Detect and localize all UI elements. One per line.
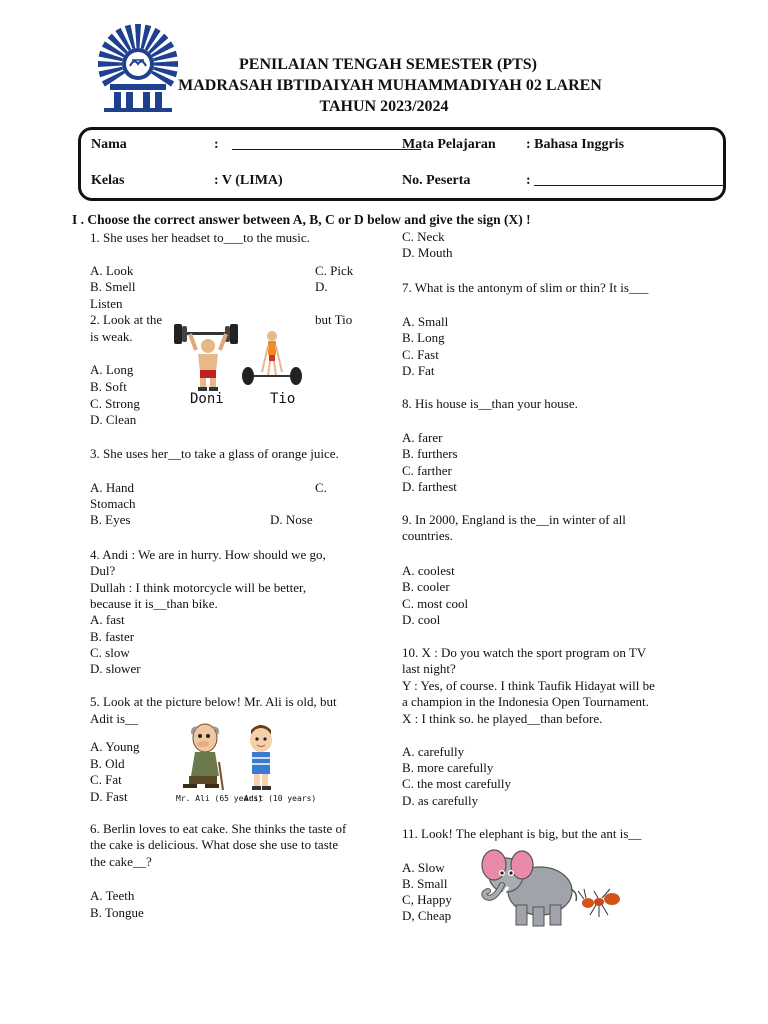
q5-option-d[interactable]: D. Fast (90, 789, 128, 804)
kelas-value: : V (LIMA) (214, 173, 283, 188)
q4-option-a[interactable]: A. fast (90, 612, 125, 627)
question-7: 7. What is the antonym of slim or thin? It is___ (402, 280, 649, 295)
q9-option-d[interactable]: D. cool (402, 612, 441, 627)
q3-option-a[interactable]: A. Hand (90, 480, 135, 495)
adit-caption: Adit (10 years) (244, 794, 317, 803)
nama-blank[interactable]: ___________________________ (232, 137, 421, 152)
question-2-mid: but Tio (315, 312, 353, 327)
question-4-line-3: Dullah : I think motorcycle will be better, (90, 580, 307, 595)
q9-option-b[interactable]: B. cooler (402, 579, 450, 594)
q10-option-c[interactable]: C. the most carefully (402, 776, 512, 791)
q1-option-b[interactable]: B. Smell (90, 279, 136, 294)
question-10-line-4: a champion in the Indonesia Open Tournament. (402, 694, 649, 709)
q10-option-a[interactable]: A. carefully (402, 744, 465, 759)
q4-option-d[interactable]: D. slower (90, 661, 141, 676)
q10-option-d[interactable]: D. as carefully (402, 793, 479, 808)
question-2-end: is weak. (90, 329, 133, 344)
question-3: 3. She uses her__to take a glass of orange juice. (90, 446, 339, 461)
q7-option-a[interactable]: A. Small (402, 314, 449, 329)
q3-option-c-text[interactable]: Stomach (90, 496, 136, 511)
elephant-and-ant-illustration (478, 845, 628, 933)
q6-option-a[interactable]: A. Teeth (90, 888, 135, 903)
q5-option-c[interactable]: C. Fat (90, 772, 122, 787)
question-9-line-2: countries. (402, 528, 453, 543)
peserta-label: No. Peserta (402, 173, 471, 188)
question-5-line-1: 5. Look at the picture below! Mr. Ali is old, but (90, 694, 337, 709)
question-10-line-2: last night? (402, 661, 456, 676)
mr-ali-caption: Mr. Ali (65 years) (176, 794, 263, 803)
q8-option-a[interactable]: A. farer (402, 430, 443, 445)
q5-option-a[interactable]: A. Young (90, 739, 140, 754)
q3-option-c[interactable]: C. (315, 480, 327, 495)
q6-option-b[interactable]: B. Tongue (90, 905, 144, 920)
q5-option-b[interactable]: B. Old (90, 756, 125, 771)
old-man-and-boy-illustration (175, 720, 300, 796)
question-10-line-3: Y : Yes, of course. I think Taufik Hidayat will be (402, 678, 655, 693)
q4-option-b[interactable]: B. faster (90, 629, 135, 644)
question-4-line-4: because it is__than bike. (90, 596, 218, 611)
q10-option-b[interactable]: B. more carefully (402, 760, 494, 775)
question-10-line-1: 10. X : Do you watch the sport program on TV (402, 645, 647, 660)
question-4-line-2: Dul? (90, 563, 116, 578)
kelas-label: Kelas (91, 173, 125, 188)
q2-option-d[interactable]: D. Clean (90, 412, 137, 427)
q6-option-c[interactable]: C. Neck (402, 229, 445, 244)
question-2-start: 2. Look at the (90, 312, 163, 327)
q8-option-b[interactable]: B. furthers (402, 446, 458, 461)
tio-label: Tio (270, 391, 296, 407)
question-6-line-3: the cake__? (90, 854, 152, 869)
q11-option-a[interactable]: A. Slow (402, 860, 445, 875)
q8-option-c[interactable]: C. farther (402, 463, 452, 478)
nama-colon: : (214, 137, 219, 152)
q8-option-d[interactable]: D. farthest (402, 479, 457, 494)
mapel-value: : Bahasa Inggris (526, 137, 625, 152)
q11-option-b[interactable]: B. Small (402, 876, 448, 891)
question-6-line-2: the cake is delicious. What dose she use to taste (90, 837, 339, 852)
section-instruction: I . Choose the correct answer between A, B, C or D below and give the sign (X) ! (72, 212, 531, 227)
q1-option-c[interactable]: C. Pick (315, 263, 354, 278)
q3-option-b[interactable]: B. Eyes (90, 512, 131, 527)
question-4-line-1: 4. Andi : We are in hurry. How should we go, (90, 547, 326, 562)
q6-option-d[interactable]: D. Mouth (402, 245, 453, 260)
question-11: 11. Look! The elephant is big, but the ant is__ (402, 826, 642, 841)
q2-option-c[interactable]: C. Strong (90, 396, 140, 411)
question-10-line-5: X : I think so. he played__than before. (402, 711, 603, 726)
q11-option-d[interactable]: D, Cheap (402, 908, 452, 923)
question-6-line-1: 6. Berlin loves to eat cake. She thinks the taste of (90, 821, 347, 836)
header-title-2: MADRASAH IBTIDAIYAH MUHAMMADIYAH 02 LAREN (178, 77, 602, 94)
q3-option-d[interactable]: D. Nose (270, 512, 313, 527)
mapel-label: Mata Pelajaran (402, 137, 496, 152)
nama-label: Nama (91, 137, 127, 152)
q1-option-a[interactable]: A. Look (90, 263, 134, 278)
q7-option-b[interactable]: B. Long (402, 330, 445, 345)
q7-option-c[interactable]: C. Fast (402, 347, 439, 362)
header-title-3: TAHUN 2023/2024 (319, 98, 449, 115)
q9-option-a[interactable]: A. coolest (402, 563, 455, 578)
question-5-line-2: Adit is__ (90, 711, 139, 726)
q7-option-d[interactable]: D. Fat (402, 363, 435, 378)
q1-option-d-text[interactable]: Listen (90, 296, 123, 311)
q9-option-c[interactable]: C. most cool (402, 596, 469, 611)
q11-option-c[interactable]: C, Happy (402, 892, 452, 907)
q2-option-a[interactable]: A. Long (90, 362, 134, 377)
question-1: 1. She uses her headset to___to the music. (90, 230, 310, 245)
q1-option-d[interactable]: D. (315, 279, 328, 294)
question-9-line-1: 9. In 2000, England is the__in winter of all (402, 512, 626, 527)
q2-option-b[interactable]: B. Soft (90, 379, 127, 394)
header-title-1: PENILAIAN TENGAH SEMESTER (PTS) (239, 56, 537, 73)
peserta-blank[interactable]: : ___________________________ (526, 173, 724, 188)
question-8: 8. His house is__than your house. (402, 396, 578, 411)
q4-option-c[interactable]: C. slow (90, 645, 130, 660)
doni-label: Doni (190, 391, 224, 407)
